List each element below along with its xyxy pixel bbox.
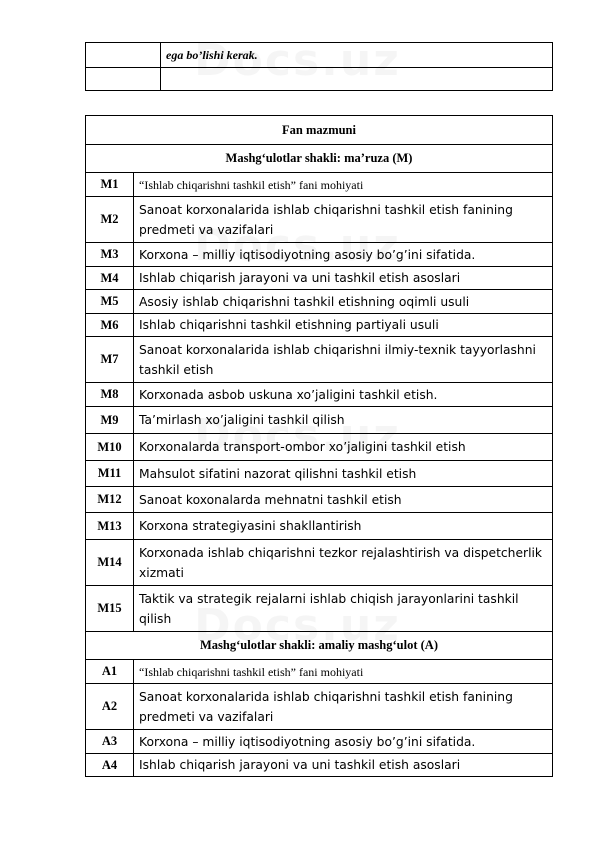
row-code: A4 xyxy=(86,754,134,777)
top-cell-code xyxy=(86,43,161,68)
row-code: M1 xyxy=(86,173,134,197)
row-text: Korxona strategiyasini shakllantirish xyxy=(134,513,553,540)
row-code: M8 xyxy=(86,383,134,407)
row-text: Mahsulot sifatini nazorat qilishni tashkil etish xyxy=(134,461,553,487)
row-code: M9 xyxy=(86,407,134,434)
row-text: Asosiy ishlab chiqarishni tashkil etishning oqimli usuli xyxy=(134,290,553,314)
top-table xyxy=(85,42,553,91)
table-row xyxy=(86,267,553,290)
table-row xyxy=(86,513,553,540)
table-row xyxy=(86,730,553,754)
row-code: M15 xyxy=(86,586,134,632)
row-text: Sanoat korxonalarida ishlab chiqarishni tashkil etish fanining predmeti va vazifalari xyxy=(134,197,553,243)
content-table xyxy=(85,115,553,777)
table-row xyxy=(86,684,553,730)
row-text: Taktik va strategik rejalarni ishlab chiqish jarayonlarini tashkil qilish xyxy=(134,586,553,632)
top-cell-code xyxy=(86,68,161,91)
row-text: Korxona – milliy iqtisodiyotning asosiy bo’g’ini sifatida. xyxy=(134,730,553,754)
row-code: M6 xyxy=(86,314,134,337)
table-row xyxy=(86,337,553,383)
row-code: M5 xyxy=(86,290,134,314)
section-header-practical: Mashg‘ulotlar shakli: amaliy mashg‘ulot (A) xyxy=(86,632,553,660)
table-row xyxy=(86,314,553,337)
section-header-lecture: Mashg‘ulotlar shakli: ma’ruza (M) xyxy=(86,145,553,173)
row-code: M7 xyxy=(86,337,134,383)
row-text: Ishlab chiqarishni tashkil etishning partiyali usuli xyxy=(134,314,553,337)
table-title: Fan mazmuni xyxy=(86,116,553,145)
row-code: M4 xyxy=(86,267,134,290)
row-text: Korxonada ishlab chiqarishni tezkor rejalashtirish va dispetcherlik xizmati xyxy=(134,540,553,586)
row-code: M12 xyxy=(86,487,134,513)
row-text: Korxonalarda transport-ombor xo’jaligini tashkil etish xyxy=(134,434,553,461)
table-title-row xyxy=(86,116,553,145)
row-text: Ishlab chiqarish jarayoni va uni tashkil etish asoslari xyxy=(134,754,553,777)
table-row xyxy=(86,754,553,777)
row-text: “Ishlab chiqarishni tashkil etish” fani mohiyati xyxy=(134,660,553,684)
row-code: A1 xyxy=(86,660,134,684)
table-row xyxy=(86,461,553,487)
table-row xyxy=(86,407,553,434)
row-code: M3 xyxy=(86,243,134,267)
table-row xyxy=(86,487,553,513)
table-row xyxy=(86,43,553,68)
row-text: Ta’mirlash xo’jaligini tashkil qilish xyxy=(134,407,553,434)
table-row xyxy=(86,540,553,586)
row-code: M2 xyxy=(86,197,134,243)
table-row xyxy=(86,243,553,267)
row-code: M14 xyxy=(86,540,134,586)
table-row xyxy=(86,660,553,684)
row-text: “Ishlab chiqarishni tashkil etish” fani mohiyati xyxy=(134,173,553,197)
table-row xyxy=(86,197,553,243)
table-row xyxy=(86,68,553,91)
row-text: Sanoat koxonalarda mehnatni tashkil etish xyxy=(134,487,553,513)
row-text: Sanoat korxonalarida ishlab chiqarishni tashkil etish fanining predmeti va vazifalari xyxy=(134,684,553,730)
section-header-row xyxy=(86,632,553,660)
row-code: M10 xyxy=(86,434,134,461)
section-header-row xyxy=(86,145,553,173)
row-text: Korxona – milliy iqtisodiyotning asosiy bo’g’ini sifatida. xyxy=(134,243,553,267)
top-cell-text xyxy=(161,68,553,91)
table-row xyxy=(86,586,553,632)
row-code: M11 xyxy=(86,461,134,487)
row-code: M13 xyxy=(86,513,134,540)
row-text: Korxonada asbob uskuna xo’jaligini tashkil etish. xyxy=(134,383,553,407)
top-cell-text: ega bo’lishi kerak. xyxy=(161,43,553,68)
table-row xyxy=(86,434,553,461)
table-row xyxy=(86,383,553,407)
table-row xyxy=(86,290,553,314)
table-row xyxy=(86,173,553,197)
row-text: Ishlab chiqarish jarayoni va uni tashkil etish asoslari xyxy=(134,267,553,290)
row-code: A3 xyxy=(86,730,134,754)
row-text: Sanoat korxonalarida ishlab chiqarishni ilmiy-texnik tayyorlashni tashkil etish xyxy=(134,337,553,383)
row-code: A2 xyxy=(86,684,134,730)
